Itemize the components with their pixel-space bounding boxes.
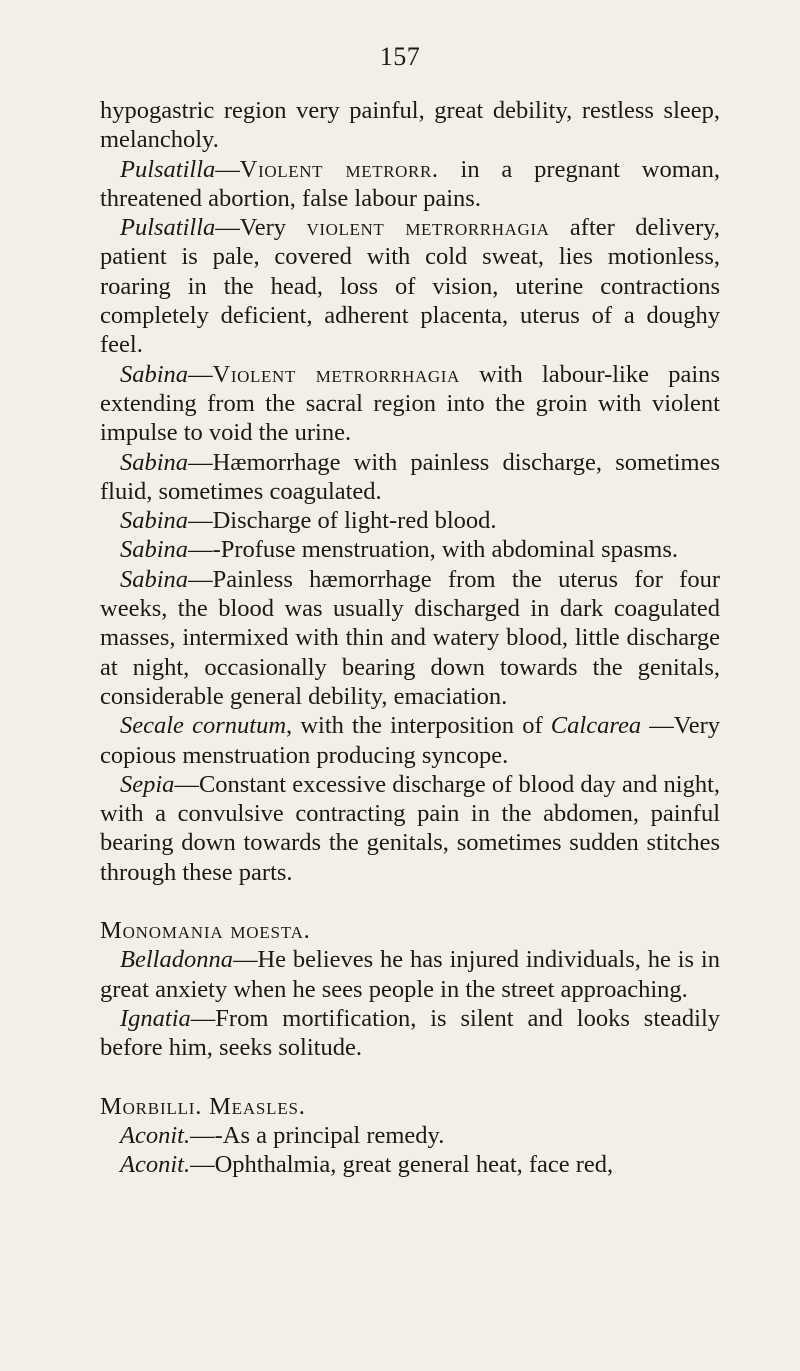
remedy-name: Sepia (120, 770, 175, 798)
entry-secale (100, 711, 720, 770)
entry-belladonna (100, 945, 720, 1004)
section-heading-monomania: Monomania moesta. (100, 917, 311, 945)
entry-text-secondary: —Very copious menstruation producing syncope. (100, 712, 721, 769)
remedy-name: Sabina (120, 448, 189, 476)
remedy-name: Ignatia (120, 1004, 191, 1032)
symptom-smallcaps: Violent metrorr. (239, 155, 439, 183)
separator: —- (190, 1121, 223, 1149)
remedy-name: Sabina (120, 507, 189, 535)
remedy-name: Sabina (120, 536, 189, 564)
entry-text: Ophthalmia, great general heat, face red, (214, 1151, 614, 1179)
entry-text: As a principal remedy. (222, 1121, 445, 1149)
entry-text: He believes he has injured individuals, he is in great anxiety when he sees people in the street approaching. (100, 946, 720, 1003)
page-number: 157 (379, 42, 421, 71)
separator: — (188, 507, 213, 535)
separator: — (188, 448, 213, 476)
entry-text: Painless hæmorrhage from the uterus for four weeks, the blood was usually discharged in dark coagulated masses, intermixed with thin and watery blood, little discharge at night, occasionally bearing down towards the genitals, considerable general debility, emaciation. (100, 565, 720, 710)
entry-text: Hæmorrhage with painless discharge, sometimes fluid, sometimes coagulated. (100, 448, 720, 505)
entry-aconit-1 (100, 1121, 720, 1150)
remedy-name: Aconit. (120, 1151, 191, 1179)
entry-continuation (100, 96, 720, 155)
remedy-name: Sabina (120, 360, 189, 388)
entry-pulsatilla-2 (100, 213, 720, 359)
separator: — (215, 214, 240, 242)
section-gap (100, 1063, 720, 1092)
entry-sabina-4 (100, 535, 720, 564)
symptom-smallcaps: Violent metrorrhagia (212, 360, 460, 388)
entry-text: hypogastric region very painful, great debility, restless sleep, melancholy. (100, 97, 720, 154)
remedy-name: Secale cornutum (120, 712, 287, 740)
entry-text: with labour-like pains extending from the sacral region into the groin with violent impulse to void the urine. (100, 360, 720, 447)
section-heading-morbilli: Morbilli. Measles. (100, 1092, 306, 1120)
separator: — (232, 946, 258, 974)
page-text (100, 96, 720, 1179)
entry-ignatia (100, 1004, 720, 1063)
entry-sabina-2 (100, 448, 720, 507)
remedy-name-secondary: Calcarea (550, 712, 642, 740)
symptom-smallcaps: violent metrorrhagia (306, 214, 550, 242)
separator: — (174, 770, 199, 798)
remedy-name: Pulsatilla (120, 155, 216, 183)
entry-text: after delivery, patient is pale, covered with cold sweat, lies motionless, roaring in the head, loss of vision, uterine contractions completely deficient, adherent placenta, uterus of a doughy feel. (100, 214, 721, 359)
entry-sabina-3 (100, 506, 720, 535)
entry-sabina-1 (100, 360, 720, 448)
entry-text: Profuse menstruation, with abdominal spasms. (220, 536, 679, 564)
entry-text: in a pregnant woman, threatened abortion, false labour pains. (100, 155, 720, 212)
entry-text: with the interposition of (300, 712, 551, 740)
remedy-name: Pulsatilla (120, 214, 216, 242)
separator: — (188, 565, 213, 593)
separator: —- (188, 536, 221, 564)
entry-text: From mortification, is silent and looks steadily before him, seeks solitude. (100, 1004, 720, 1062)
separator: — (190, 1004, 216, 1032)
separator: — (190, 1151, 215, 1179)
remedy-name: Belladonna (120, 946, 233, 974)
section-gap (100, 887, 720, 916)
entry-text: Constant excessive discharge of blood day and night, with a convulsive contracting pain in the abdomen, painful bearing down towards the genitals, sometimes sudden stitches through these parts. (100, 770, 720, 886)
entry-text: Discharge of light-red blood. (212, 507, 497, 535)
entry-sepia (100, 770, 720, 887)
entry-pre-text: Very (239, 214, 307, 242)
entry-pulsatilla-1 (100, 155, 720, 214)
separator: , (286, 712, 301, 740)
remedy-name: Sabina (120, 565, 189, 593)
separator: — (215, 155, 240, 183)
entry-aconit-2 (100, 1150, 720, 1179)
entry-sabina-5 (100, 565, 720, 711)
separator: — (188, 360, 213, 388)
remedy-name: Aconit. (120, 1121, 191, 1149)
